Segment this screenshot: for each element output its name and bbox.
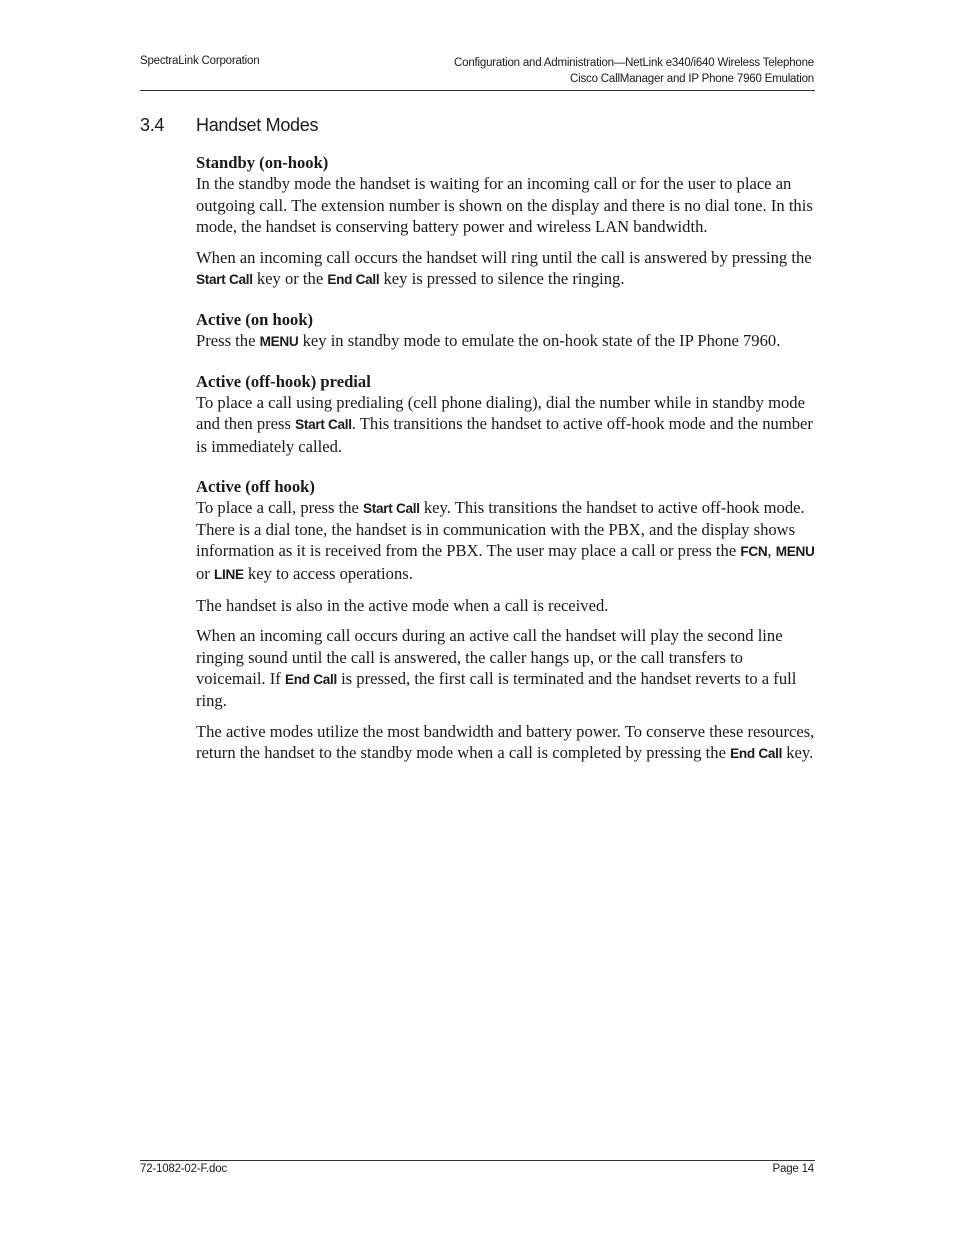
header-company: SpectraLink Corporation [140, 55, 260, 67]
key-menu: MENU [775, 544, 815, 560]
key-menu: MENU [259, 334, 299, 350]
header-rule [140, 90, 815, 91]
key-line: LINE [213, 566, 244, 582]
heading-active-on-hook: Active (on hook) [196, 309, 314, 329]
heading-standby: Standby (on-hook) [196, 153, 329, 172]
key-start-call: Start Call [196, 271, 253, 287]
key-start-call: Start Call [295, 417, 352, 433]
section-body [196, 152, 816, 774]
paragraph-predial: To place a call using predialing (cell phone dialing), dial the number while in standby mode and then press Start Call. This transitions the handset to active off-hook mode and the number is immediately called. [196, 393, 813, 456]
footer-doc-id: 72-1082-02-F.doc [140, 1163, 227, 1175]
key-end-call: End Call [284, 671, 337, 687]
footer-rule [140, 1160, 815, 1161]
paragraph-active-on-hook: Press the MENU key in standby mode to emulate the on-hook state of the IP Phone 7960. [196, 331, 781, 351]
paragraph-active-off-hook-4: The active modes utilize the most bandwidth and battery power. To conserve these resources, return the handset to the standby mode when a call is completed by pressing the End Call key. [196, 722, 815, 763]
section-title: Handset Modes [196, 115, 319, 135]
key-end-call: End Call [327, 271, 380, 287]
heading-active-off-hook: Active (off hook) [196, 476, 315, 496]
heading-predial: Active (off-hook) predial [196, 371, 371, 391]
paragraph-standby-1: In the standby mode the handset is waiting for an incoming call or for the user to place an outgoing call. The extension number is shown on the display and there is no dial tone. In this mode, the handset is conserving battery power and wireless LAN bandwidth. [196, 174, 813, 236]
footer-page-number: Page 14 [772, 1163, 814, 1175]
section-number: 3.4 [140, 115, 165, 135]
paragraph-active-off-hook-2: The handset is also in the active mode when a call is received. [196, 595, 609, 615]
header-title-line1: Configuration and Administration—NetLink e340/i640 Wireless Telephone [454, 57, 814, 69]
key-fcn: FCN [740, 544, 768, 560]
key-start-call: Start Call [363, 500, 420, 516]
paragraph-active-off-hook-3: When an incoming call occurs during an active call the handset will play the second line ringing sound until the call is answered, the caller hangs up, or the call transfers to voicemail. If End Call is pressed, the first call is terminated and the handset reverts to a full ring. [196, 626, 797, 711]
key-end-call: End Call [730, 746, 783, 762]
paragraph-active-off-hook-1: To place a call, press the Start Call key. This transitions the handset to active off-hook mode. There is a dial tone, the handset is in communication with the PBX, and the display shows information as it is received from the PBX. The user may place a call or press the FCN, MENU or LINE key to access operations. [196, 497, 815, 583]
header-title-line2: Cisco CallManager and IP Phone 7960 Emulation [570, 73, 814, 85]
header-doc-title [454, 55, 814, 87]
paragraph-standby-2: When an incoming call occurs the handset will ring until the call is answered by pressing the Start Call key or the End Call key is pressed to silence the ringing. [196, 247, 812, 288]
